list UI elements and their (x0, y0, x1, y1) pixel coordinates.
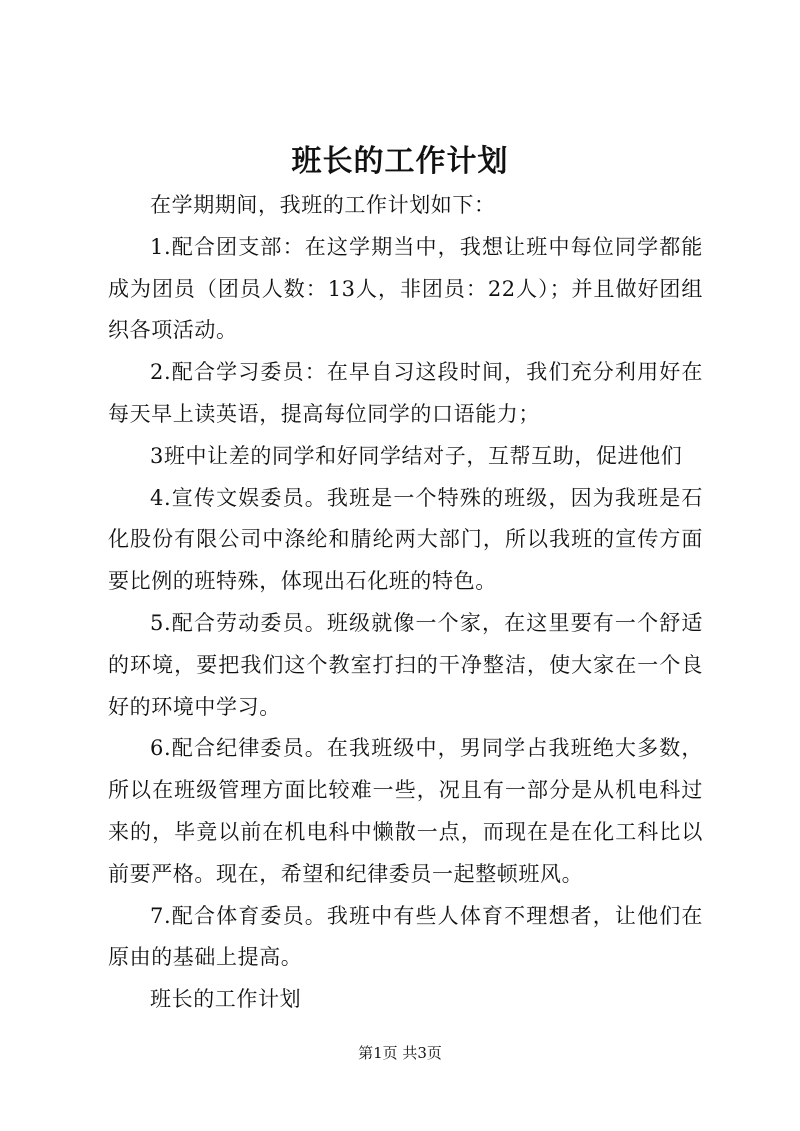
paragraph-item-1: 1.配合团支部：在这学期当中，我想让班中每位同学都能成为团员（团员人数：13人，非团员：22人）；并且做好团组织各项活动。 (108, 234, 703, 343)
page-number-footer: 第1页 共3页 (358, 1044, 442, 1062)
document-body (108, 185, 703, 1021)
paragraph-item-3: 3班中让差的同学和好同学结对子，互帮互助，促进他们 (150, 443, 683, 468)
paragraph-item-7: 7.配合体育委员。我班中有些人体育不理想者，让他们在原由的基础上提高。 (108, 903, 703, 970)
paragraph-item-4: 4.宣传文娱委员。我班是一个特殊的班级，因为我班是石化股份有限公司中涤纶和腈纶两大部门，所以我班的宣传方面要比例的班特殊，体现出石化班的特色。 (108, 485, 703, 594)
page-title: 班长的工作计划 (291, 144, 509, 179)
paragraph-item-6: 6.配合纪律委员。在我班级中，男同学占我班绝大多数，所以在班级管理方面比较难一些，况且有一部分是从机电科过来的，毕竟以前在机电科中懒散一点，而现在是在化工科比以前要严格。现在，希望和纪律委员一起整顿班风。 (108, 736, 703, 886)
paragraph-closing-title: 班长的工作计划 (150, 987, 302, 1012)
paragraph-intro: 在学期期间，我班的工作计划如下： (150, 193, 496, 217)
paragraph-item-2: 2.配合学习委员：在早自习这段时间，我们充分利用好在每天早上读英语，提高每位同学的口语能力； (108, 360, 703, 426)
paragraph-item-5: 5.配合劳动委员。班级就像一个家，在这里要有一个舒适的环境，要把我们这个教室打扫的干净整洁，使大家在一个良好的环境中学习。 (108, 610, 703, 719)
